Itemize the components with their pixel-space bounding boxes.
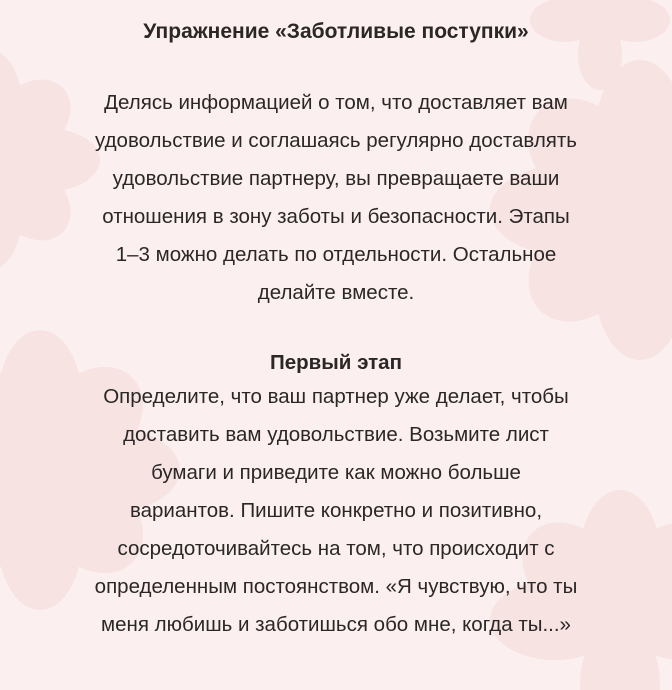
step1-heading: Первый этап	[270, 351, 402, 374]
intro-line: делайте вместе.	[257, 281, 415, 304]
step1-line: меня любишь и заботишься обо мне, когда ты...»	[101, 613, 571, 636]
intro-line: удовольствие партнеру, вы превращаете ваши	[112, 167, 560, 190]
step1-line: бумаги и приведите как можно больше	[151, 461, 521, 484]
step1-line: доставить вам удовольствие. Возьмите лист	[123, 423, 549, 446]
step1-line: определенным постоянством. «Я чувствую, что ты	[94, 575, 578, 598]
step1-line: сосредоточивайтесь на том, что происходит с	[117, 537, 555, 560]
page-title: Упражнение «Заботливые поступки»	[143, 20, 529, 43]
step1-line: вариантов. Пишите конкретно и позитивно,	[129, 499, 543, 522]
step1-line: Определите, что ваш партнер уже делает, чтобы	[103, 385, 569, 408]
step1-paragraph	[10, 378, 662, 644]
intro-line: Делясь информацией о том, что доставляет вам	[104, 91, 568, 114]
intro-line: 1–3 можно делать по отдельности. Остальное	[115, 243, 557, 266]
intro-paragraph	[10, 84, 662, 312]
intro-line: отношения в зону заботы и безопасности. Этапы	[102, 205, 570, 228]
intro-line: удовольствие и соглашаясь регулярно доставлять	[95, 129, 577, 152]
